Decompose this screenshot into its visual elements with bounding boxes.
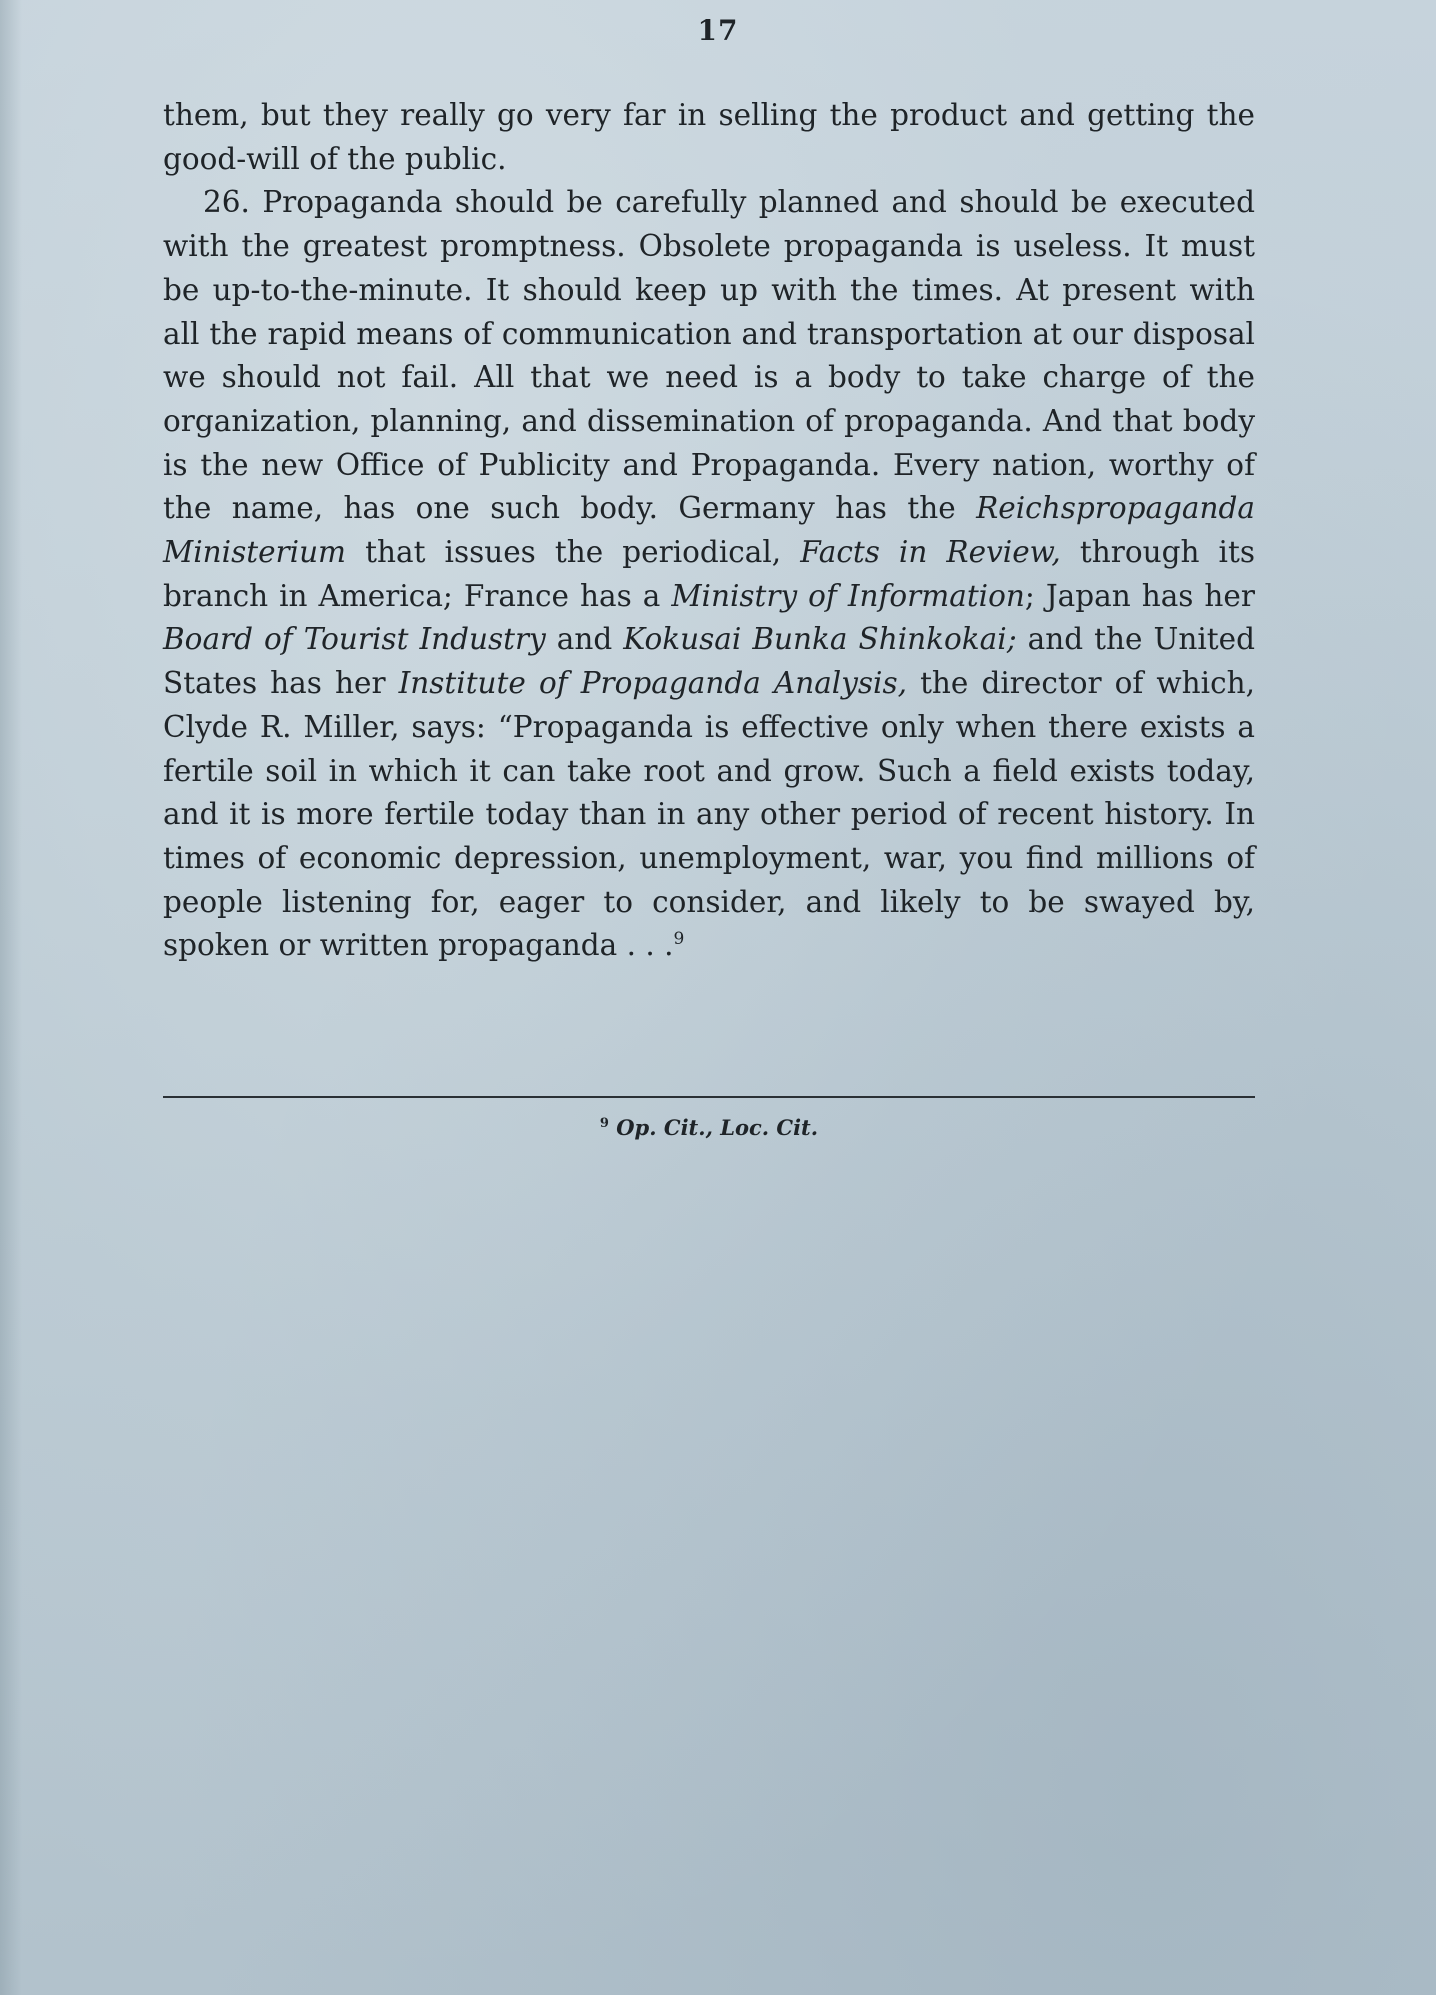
paragraph-continued-text: them, but they really go very far in selling the product and getting the good-will of the public. [163, 98, 1255, 176]
paragraph-26-text-2: that issues the periodical, [346, 535, 801, 570]
footnote-marker: 9 [599, 1116, 609, 1131]
italic-facts-in-review: Facts in Review, [800, 535, 1061, 570]
italic-ministry-of-information: Ministry of Information [671, 578, 1025, 613]
paragraph-26-text-5: and [545, 622, 624, 657]
italic-board-of-tourist-industry: Board of Tourist Industry [163, 622, 546, 657]
italic-kokusai-bunka-shinkokai: Kokusai Bunka Shinkokai; [623, 622, 1017, 657]
main-text [163, 94, 1255, 968]
footnote-text: Op. Cit., Loc. Cit. [616, 1115, 819, 1140]
paragraph-26-text-1: 26. Propaganda should be carefully planned and should be executed with the greatest promptness. Obsolete propaganda is useless. It must be up-to-the-minute. It should keep up with the times. At present with all the rapid means of communication and transportation at our disposal we should not fail. All that we need is a body to take charge of the organization, planning, and dissemination of propaganda. And that body is the new Office of Publicity and Propaganda. Every nation, worthy of the name, has one such body. Germany has the [163, 185, 1255, 526]
paragraph-26-text-3: through its branch in America; France has a [163, 535, 1255, 613]
italic-reichspropaganda: Reichspropaganda Ministerium [163, 491, 1255, 570]
footnote-reference: 9 [673, 929, 685, 950]
footnote [163, 1115, 1255, 1140]
paragraph-26-text-6: and the United States has her [163, 622, 1255, 701]
paragraph-continued [163, 94, 1255, 181]
page-edge-shadow [0, 0, 22, 1995]
footnote-divider [163, 1096, 1255, 1098]
paragraph-26 [163, 181, 1255, 968]
paragraph-26-text-7: the director of which, Clyde R. Miller, says: “Propaganda is effective only when there exists a fertile soil in which it can take root and grow. Such a field exists today, and it is more fertile today than in any other period of recent history. In times of economic depression, unemployment, war, you find millions of people listening for, eager to consider, and likely to be swayed by, spoken or written propaganda . . . [163, 666, 1256, 963]
italic-institute-of-propaganda-analysis: Institute of Propaganda Analysis, [398, 666, 907, 701]
paragraph-26-text-4: ; Japan has her [1024, 578, 1255, 613]
page-number: 17 [697, 14, 739, 47]
